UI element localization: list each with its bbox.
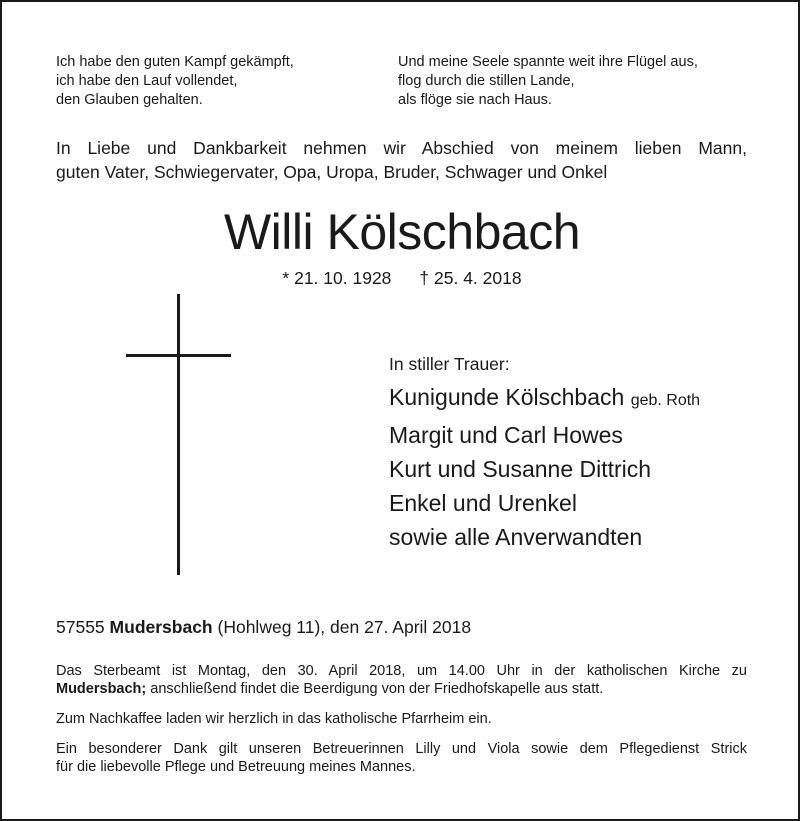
address-and-date: (Hohlweg 11), den 27. April 2018 [217,617,472,637]
service-line: Das Sterbeamt ist Montag, den 30. April 2018, um 14.00 Uhr in der katholischen Kirche zu [56,663,747,679]
verse-right-line: Und meine Seele spannte weit ihre Flügel aus, [398,54,698,70]
intro-line: In Liebe und Dankbarkeit nehmen wir Abschied von meinem lieben Mann, [56,138,747,158]
thanks-line: Ein besonderer Dank gilt unseren Betreuerinnen Lilly und Viola sowie dem Pflegedienst Strick [56,741,747,757]
mourner-name: Margit und Carl Howes [389,422,623,448]
verse-left-line: ich habe den Lauf vollendet, [56,73,238,89]
coffee-line: Zum Nachkaffee laden wir herzlich in das katholische Pfarrheim ein. [56,711,492,727]
mourner-name: Kurt und Susanne Dittrich [389,456,652,482]
verse-left-line: Ich habe den guten Kampf gekämpft, [56,54,294,70]
postal-code: 57555 [56,617,105,637]
life-dates [2,266,800,290]
intro-line: guten Vater, Schwiegervater, Opa, Uropa, Bruder, Schwager und Onkel [56,162,608,182]
verse-left [56,53,294,110]
birth-date: * 21. 10. 1928 [282,268,392,288]
place-and-date [56,615,471,639]
thanks-line: für die liebevolle Pflege und Betreuung meines Mannes. [56,759,416,775]
latin-cross-icon [177,294,180,575]
verse-right-line: flog durch die stillen Lande, [398,73,575,89]
verse-left-line: den Glauben gehalten. [56,92,203,108]
mourners-lead: In stiller Trauer: [389,354,510,374]
service-town: Mudersbach; [56,681,147,697]
maiden-name-note: geb. Roth [630,392,701,409]
service-line [56,680,747,698]
latin-cross-icon-bar [126,354,231,357]
farewell-intro [56,136,747,184]
mourner-name [389,380,700,418]
service-notice [56,662,747,698]
verse-right-line: als flöge sie nach Haus. [398,92,552,108]
town-name: Mudersbach [109,617,213,637]
mourner-name: sowie alle Anverwandten [389,524,643,550]
mourners-list [389,352,700,554]
mourner-name-text: Kunigunde Kölschbach [389,384,625,410]
service-line-rest: anschließend findet die Beerdigung von der Friedhofskapelle aus statt. [146,681,604,697]
thanks-notice [56,740,747,776]
coffee-notice [56,710,747,728]
deceased-name: Willi Kölschbach [223,204,580,260]
death-date: † 25. 4. 2018 [419,268,522,288]
mourner-name: Enkel und Urenkel [389,490,577,516]
verse-right [398,53,698,110]
